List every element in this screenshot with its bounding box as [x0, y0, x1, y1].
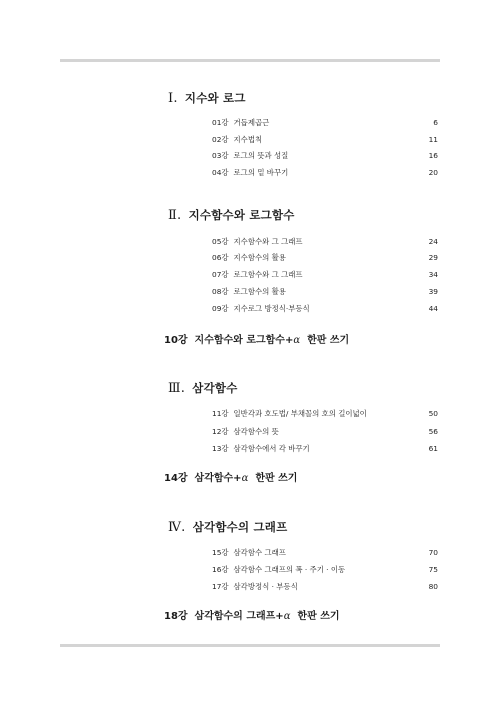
toc-entry-15[interactable] — [212, 545, 438, 559]
toc-entry-12[interactable] — [212, 424, 438, 438]
page-number: 70 — [428, 547, 438, 557]
lesson-number: 03강 — [212, 150, 229, 160]
toc-entry-09[interactable] — [212, 301, 438, 315]
lesson-number: 17강 — [212, 581, 229, 591]
toc-entry-07[interactable] — [212, 267, 438, 281]
toc-entry-16[interactable] — [212, 562, 438, 576]
chapter-title: 지수함수와 로그함수 — [188, 208, 295, 222]
lesson-title: 로그의 밑 바꾸기 — [233, 167, 289, 177]
page-number: 20 — [428, 167, 438, 177]
page-number: 11 — [428, 134, 438, 144]
lesson-suffix: 한판 쓰기 — [297, 611, 340, 622]
top-divider — [60, 59, 440, 62]
chapter-4-heading — [168, 519, 287, 535]
lesson-number: 08강 — [212, 286, 229, 296]
toc-entry-17[interactable] — [212, 579, 438, 593]
toc-entry-05[interactable] — [212, 234, 438, 248]
chapter-numeral: Ⅲ. — [168, 381, 186, 396]
lesson-title: 일반각과 호도법/ 부채꼴의 호의 길이넓이 — [233, 408, 367, 418]
chapter-numeral: Ⅰ. — [168, 91, 178, 106]
chapter-title: 삼각함수 — [192, 381, 238, 395]
lesson-title: 삼각함수의 그래프+ — [194, 611, 284, 622]
chapter-1-heading — [168, 90, 246, 106]
lesson-title: 삼각함수+ — [194, 473, 242, 484]
toc-entry-02[interactable] — [212, 132, 438, 146]
lesson-number: 09강 — [212, 303, 229, 313]
alpha-symbol: α — [241, 473, 249, 484]
toc-extra-10[interactable] — [164, 331, 349, 346]
lesson-title: 삼각함수의 뜻 — [233, 426, 279, 436]
page-number: 6 — [433, 117, 438, 127]
lesson-number: 01강 — [212, 117, 229, 127]
lesson-title: 지수법칙 — [233, 134, 263, 144]
lesson-number: 18강 — [164, 611, 188, 622]
chapter-title: 삼각함수의 그래프 — [192, 520, 288, 534]
lesson-number: 07강 — [212, 269, 229, 279]
toc-extra-18[interactable] — [164, 607, 340, 622]
chapter-title: 지수와 로그 — [184, 91, 246, 105]
lesson-number: 13강 — [212, 443, 229, 453]
page-number: 24 — [428, 236, 438, 246]
page-number: 80 — [428, 581, 438, 591]
lesson-title: 지수함수의 활용 — [233, 252, 286, 262]
lesson-title: 삼각함수 그래프의 폭 · 주기 · 이동 — [233, 564, 346, 574]
toc-entry-11[interactable] — [212, 406, 438, 420]
lesson-number: 04강 — [212, 167, 229, 177]
chapter-numeral: Ⅳ. — [168, 520, 186, 535]
toc-entry-03[interactable] — [212, 148, 438, 162]
toc-extra-14[interactable] — [164, 469, 297, 484]
lesson-title: 삼각방정식 · 부등식 — [233, 581, 298, 591]
lesson-title: 로그의 뜻과 성질 — [233, 150, 289, 160]
alpha-symbol: α — [293, 335, 301, 346]
toc-entry-13[interactable] — [212, 441, 438, 455]
page-number: 34 — [428, 269, 438, 279]
toc-entry-06[interactable] — [212, 250, 438, 264]
page-number: 16 — [428, 150, 438, 160]
lesson-title: 거듭제곱근 — [233, 117, 270, 127]
lesson-title: 지수로그 방정식·부등식 — [233, 303, 310, 313]
lesson-number: 06강 — [212, 252, 229, 262]
lesson-title: 지수함수와 그 그래프 — [233, 236, 303, 246]
page-number: 56 — [428, 426, 438, 436]
lesson-number: 14강 — [164, 473, 188, 484]
page-number: 50 — [428, 408, 438, 418]
chapter-2-heading — [168, 207, 295, 223]
toc-entry-04[interactable] — [212, 165, 438, 179]
page-number: 61 — [428, 443, 438, 453]
lesson-title: 삼각함수에서 각 바꾸기 — [233, 443, 310, 453]
alpha-symbol: α — [283, 611, 291, 622]
lesson-title: 지수함수와 로그함수+ — [194, 335, 294, 346]
lesson-number: 12강 — [212, 426, 229, 436]
lesson-title: 로그함수의 활용 — [233, 286, 286, 296]
bottom-divider — [60, 644, 440, 647]
lesson-number: 10강 — [164, 335, 188, 346]
chapter-numeral: Ⅱ. — [168, 208, 182, 223]
lesson-number: 15강 — [212, 547, 229, 557]
lesson-suffix: 한판 쓰기 — [255, 473, 298, 484]
toc-entry-01[interactable] — [212, 115, 438, 129]
page-number: 75 — [428, 564, 438, 574]
lesson-number: 02강 — [212, 134, 229, 144]
page-number: 29 — [428, 252, 438, 262]
lesson-number: 11강 — [212, 408, 229, 418]
lesson-title: 로그함수와 그 그래프 — [233, 269, 303, 279]
page-number: 39 — [428, 286, 438, 296]
chapter-3-heading — [168, 380, 238, 396]
lesson-number: 16강 — [212, 564, 229, 574]
lesson-suffix: 한판 쓰기 — [307, 335, 350, 346]
page-number: 44 — [428, 303, 438, 313]
toc-entry-08[interactable] — [212, 284, 438, 298]
lesson-title: 삼각함수 그래프 — [233, 547, 286, 557]
lesson-number: 05강 — [212, 236, 229, 246]
